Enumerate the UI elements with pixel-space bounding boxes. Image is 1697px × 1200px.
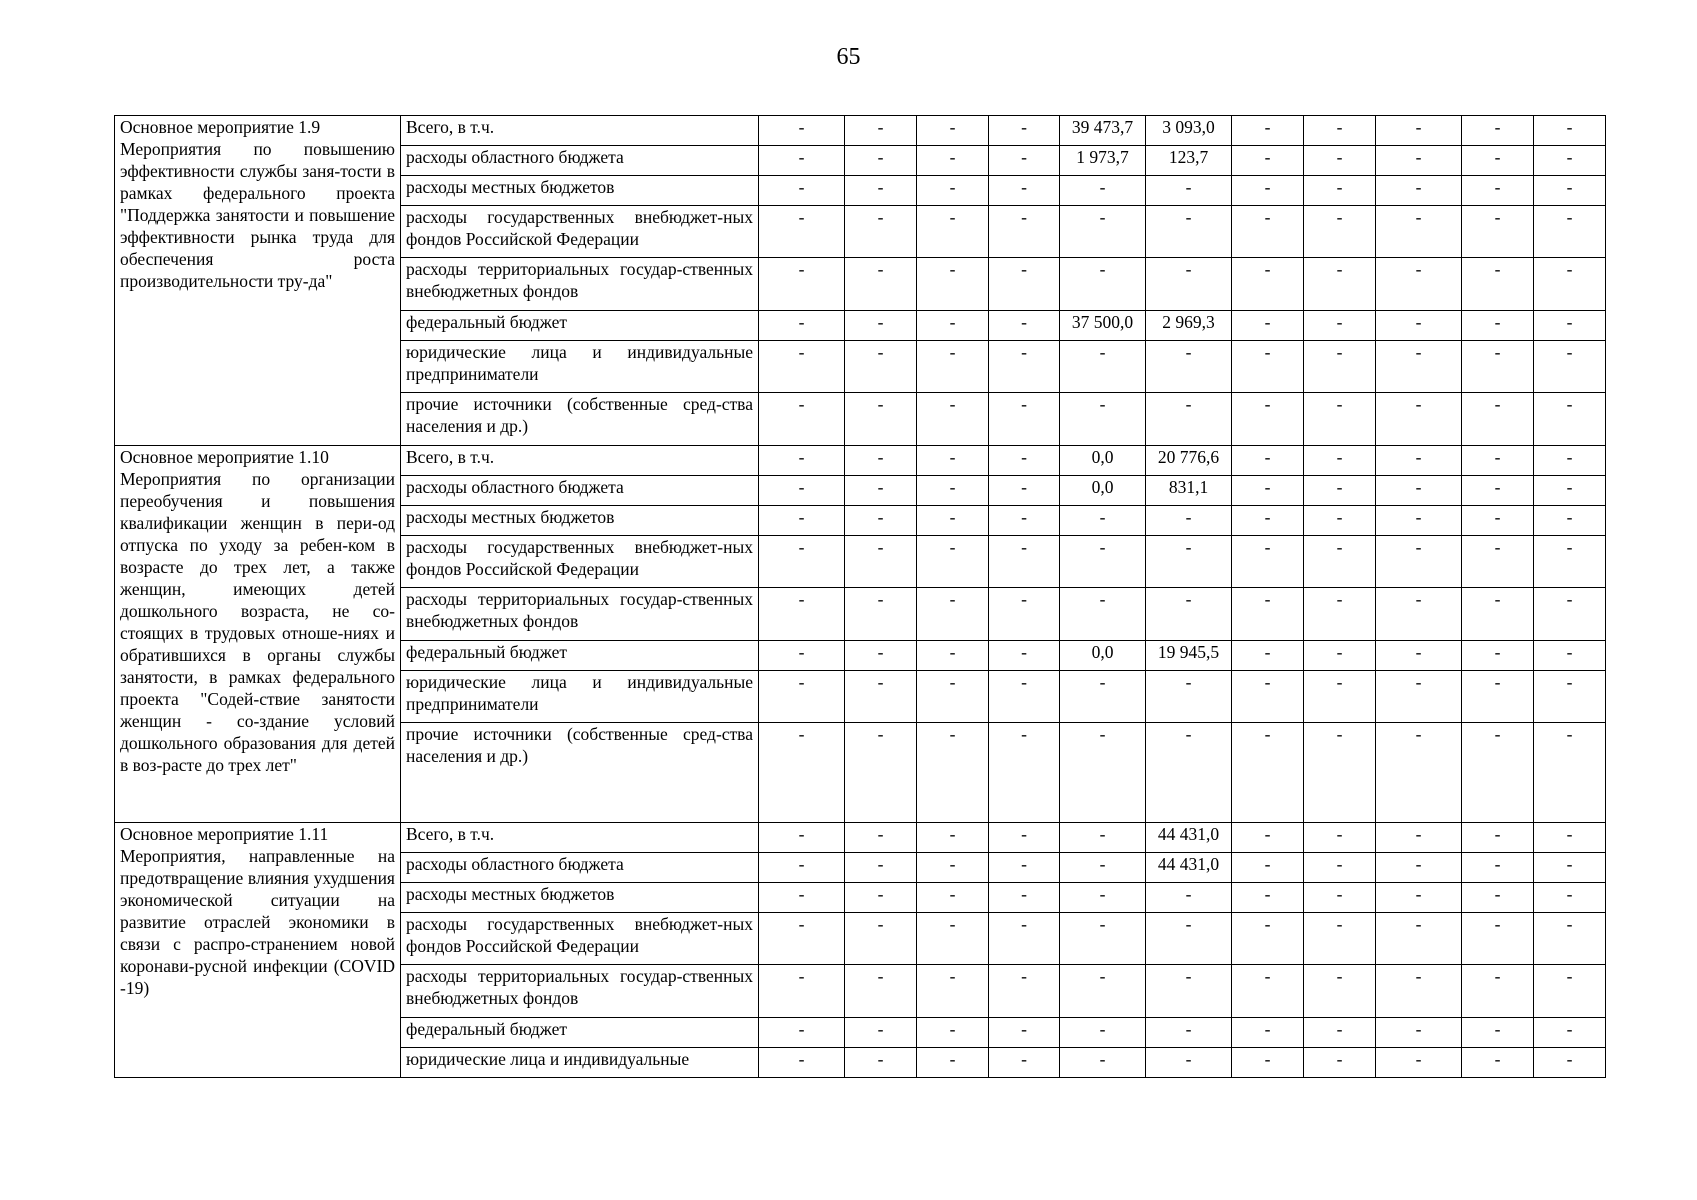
- value-cell: -: [1146, 723, 1232, 823]
- value-cell: -: [759, 506, 845, 536]
- value-cell: -: [1534, 536, 1606, 588]
- value-cell: -: [1462, 393, 1534, 446]
- value-cell: -: [845, 258, 917, 311]
- value-cell: -: [1304, 311, 1376, 341]
- value-cell: -: [917, 823, 989, 853]
- value-cell: -: [759, 823, 845, 853]
- value-cell: -: [1304, 258, 1376, 311]
- value-cell: -: [1146, 536, 1232, 588]
- value-cell: -: [1462, 1048, 1534, 1078]
- value-cell: -: [1232, 1048, 1304, 1078]
- value-cell: 0,0: [1060, 476, 1146, 506]
- value-cell: -: [1534, 146, 1606, 176]
- value-cell: 44 431,0: [1146, 823, 1232, 853]
- value-cell: -: [1304, 588, 1376, 641]
- funding-source: федеральный бюджет: [401, 1018, 759, 1048]
- value-cell: -: [845, 1048, 917, 1078]
- value-cell: -: [1146, 965, 1232, 1018]
- funding-source: расходы территориальных государ-ственных внебюджетных фондов: [401, 965, 759, 1018]
- value-cell: -: [917, 258, 989, 311]
- value-cell: -: [1376, 853, 1462, 883]
- value-cell: -: [1376, 446, 1462, 476]
- value-cell: -: [845, 671, 917, 723]
- value-cell: -: [917, 883, 989, 913]
- value-cell: -: [1146, 393, 1232, 446]
- value-cell: 0,0: [1060, 641, 1146, 671]
- value-cell: -: [1534, 476, 1606, 506]
- value-cell: -: [989, 116, 1060, 146]
- value-cell: -: [759, 965, 845, 1018]
- value-cell: -: [1060, 883, 1146, 913]
- event-description: Мероприятия по повышению эффективности службы заня-тости в рамках федерального проекта "Поддержка занятости и повышение эффективности рынка труда для обеспечения роста производительности тру-да": [120, 139, 395, 291]
- value-cell: -: [1462, 723, 1534, 823]
- value-cell: -: [1376, 506, 1462, 536]
- value-cell: -: [1462, 671, 1534, 723]
- value-cell: -: [989, 913, 1060, 965]
- value-cell: -: [1232, 206, 1304, 258]
- value-cell: -: [1376, 311, 1462, 341]
- value-cell: -: [759, 341, 845, 393]
- value-cell: -: [1060, 536, 1146, 588]
- value-cell: -: [1146, 671, 1232, 723]
- value-cell: -: [759, 853, 845, 883]
- value-cell: -: [1232, 393, 1304, 446]
- value-cell: 831,1: [1146, 476, 1232, 506]
- value-cell: -: [1534, 588, 1606, 641]
- value-cell: -: [759, 393, 845, 446]
- value-cell: -: [917, 1048, 989, 1078]
- value-cell: -: [1304, 393, 1376, 446]
- value-cell: -: [917, 176, 989, 206]
- value-cell: -: [1304, 883, 1376, 913]
- value-cell: -: [1534, 823, 1606, 853]
- funding-source: юридические лица и индивидуальные предприниматели: [401, 671, 759, 723]
- value-cell: -: [1232, 116, 1304, 146]
- event-cell: [115, 446, 401, 823]
- value-cell: -: [1232, 588, 1304, 641]
- funding-source: расходы территориальных государ-ственных внебюджетных фондов: [401, 258, 759, 311]
- value-cell: 39 473,7: [1060, 116, 1146, 146]
- value-cell: -: [759, 446, 845, 476]
- value-cell: -: [1232, 341, 1304, 393]
- value-cell: -: [917, 393, 989, 446]
- value-cell: 19 945,5: [1146, 641, 1232, 671]
- value-cell: 44 431,0: [1146, 853, 1232, 883]
- value-cell: -: [1060, 913, 1146, 965]
- value-cell: -: [1376, 913, 1462, 965]
- value-cell: -: [1376, 536, 1462, 588]
- value-cell: -: [845, 176, 917, 206]
- value-cell: -: [845, 1018, 917, 1048]
- value-cell: -: [1462, 823, 1534, 853]
- value-cell: -: [759, 1018, 845, 1048]
- value-cell: -: [1462, 506, 1534, 536]
- value-cell: -: [1060, 176, 1146, 206]
- value-cell: -: [1060, 393, 1146, 446]
- value-cell: -: [1376, 146, 1462, 176]
- funding-source: расходы местных бюджетов: [401, 883, 759, 913]
- value-cell: -: [1232, 536, 1304, 588]
- value-cell: -: [1232, 146, 1304, 176]
- value-cell: -: [989, 311, 1060, 341]
- value-cell: -: [1304, 723, 1376, 823]
- event-description: Мероприятия по организации переобучения и повышения квалификации женщин в пери-од отпуска по уходу за ребен-ком в возрасте до трех лет, а также женщин, имеющих детей дошкольного возраста, не со-стоящих в трудовых отноше-ниях и обратившихся в органы службы занятости, в рамках федерального проекта "Содей-ствие занятости женщин - со-здание условий дошкольного образования для детей в воз-расте до трех лет": [120, 469, 395, 775]
- funding-source: юридические лица и индивидуальные предприниматели: [401, 341, 759, 393]
- value-cell: -: [1462, 341, 1534, 393]
- value-cell: -: [1060, 1048, 1146, 1078]
- value-cell: -: [989, 965, 1060, 1018]
- value-cell: -: [1376, 393, 1462, 446]
- value-cell: -: [1462, 176, 1534, 206]
- value-cell: -: [1376, 258, 1462, 311]
- value-cell: -: [1462, 116, 1534, 146]
- value-cell: -: [1146, 1048, 1232, 1078]
- value-cell: 3 093,0: [1146, 116, 1232, 146]
- value-cell: -: [1376, 206, 1462, 258]
- value-cell: -: [1060, 258, 1146, 311]
- funding-source: федеральный бюджет: [401, 311, 759, 341]
- value-cell: -: [759, 588, 845, 641]
- value-cell: -: [1146, 176, 1232, 206]
- value-cell: -: [1232, 1018, 1304, 1048]
- event-cell: [115, 823, 401, 1078]
- value-cell: -: [1232, 258, 1304, 311]
- value-cell: -: [1534, 1018, 1606, 1048]
- value-cell: -: [989, 476, 1060, 506]
- value-cell: -: [845, 116, 917, 146]
- value-cell: -: [1534, 206, 1606, 258]
- value-cell: -: [917, 341, 989, 393]
- value-cell: -: [1534, 671, 1606, 723]
- value-cell: -: [917, 965, 989, 1018]
- value-cell: -: [845, 641, 917, 671]
- value-cell: -: [1376, 671, 1462, 723]
- funding-source: федеральный бюджет: [401, 641, 759, 671]
- value-cell: -: [989, 206, 1060, 258]
- value-cell: -: [1304, 176, 1376, 206]
- value-cell: -: [1462, 258, 1534, 311]
- event-cell: [115, 116, 401, 446]
- funding-source: расходы областного бюджета: [401, 146, 759, 176]
- value-cell: -: [917, 671, 989, 723]
- value-cell: -: [1376, 723, 1462, 823]
- value-cell: -: [1376, 823, 1462, 853]
- value-cell: -: [1534, 116, 1606, 146]
- value-cell: -: [845, 536, 917, 588]
- value-cell: -: [1304, 146, 1376, 176]
- value-cell: -: [1376, 883, 1462, 913]
- value-cell: -: [1534, 853, 1606, 883]
- funding-source: расходы местных бюджетов: [401, 176, 759, 206]
- value-cell: -: [1060, 341, 1146, 393]
- value-cell: -: [989, 883, 1060, 913]
- funding-source: Всего, в т.ч.: [401, 116, 759, 146]
- value-cell: 20 776,6: [1146, 446, 1232, 476]
- funding-source: расходы областного бюджета: [401, 476, 759, 506]
- value-cell: -: [1304, 823, 1376, 853]
- value-cell: -: [1232, 641, 1304, 671]
- value-cell: -: [989, 1048, 1060, 1078]
- funding-source: юридические лица и индивидуальные: [401, 1048, 759, 1078]
- value-cell: -: [1462, 883, 1534, 913]
- value-cell: -: [845, 883, 917, 913]
- value-cell: -: [1462, 206, 1534, 258]
- value-cell: -: [759, 1048, 845, 1078]
- value-cell: -: [989, 641, 1060, 671]
- value-cell: -: [1060, 1018, 1146, 1048]
- value-cell: -: [845, 206, 917, 258]
- value-cell: -: [1060, 588, 1146, 641]
- value-cell: -: [759, 913, 845, 965]
- value-cell: -: [1146, 1018, 1232, 1048]
- value-cell: -: [1304, 641, 1376, 671]
- value-cell: -: [1304, 913, 1376, 965]
- value-cell: -: [845, 446, 917, 476]
- value-cell: -: [1146, 913, 1232, 965]
- value-cell: -: [1146, 506, 1232, 536]
- funding-source: расходы государственных внебюджет-ных фондов Российской Федерации: [401, 913, 759, 965]
- value-cell: -: [989, 823, 1060, 853]
- value-cell: -: [759, 883, 845, 913]
- value-cell: -: [845, 146, 917, 176]
- funding-source: расходы местных бюджетов: [401, 506, 759, 536]
- value-cell: -: [1232, 965, 1304, 1018]
- funding-source: расходы государственных внебюджет-ных фондов Российской Федерации: [401, 536, 759, 588]
- value-cell: -: [917, 206, 989, 258]
- funding-source: расходы территориальных государ-ственных внебюджетных фондов: [401, 588, 759, 641]
- value-cell: -: [845, 965, 917, 1018]
- value-cell: -: [759, 206, 845, 258]
- value-cell: -: [917, 476, 989, 506]
- value-cell: -: [917, 446, 989, 476]
- value-cell: -: [917, 641, 989, 671]
- value-cell: -: [989, 671, 1060, 723]
- value-cell: -: [1534, 965, 1606, 1018]
- value-cell: -: [759, 146, 845, 176]
- value-cell: -: [1534, 258, 1606, 311]
- value-cell: -: [1534, 311, 1606, 341]
- table-row: [115, 116, 1606, 146]
- value-cell: -: [1232, 311, 1304, 341]
- value-cell: -: [759, 671, 845, 723]
- value-cell: -: [1462, 311, 1534, 341]
- value-cell: -: [917, 853, 989, 883]
- value-cell: -: [1060, 206, 1146, 258]
- value-cell: 1 973,7: [1060, 146, 1146, 176]
- value-cell: -: [1060, 723, 1146, 823]
- value-cell: -: [1462, 146, 1534, 176]
- value-cell: -: [1462, 588, 1534, 641]
- page-number: 65: [836, 44, 861, 70]
- value-cell: -: [1232, 506, 1304, 536]
- value-cell: -: [1232, 671, 1304, 723]
- value-cell: -: [759, 311, 845, 341]
- value-cell: -: [1534, 723, 1606, 823]
- value-cell: -: [1060, 853, 1146, 883]
- value-cell: -: [1232, 913, 1304, 965]
- value-cell: -: [845, 311, 917, 341]
- value-cell: -: [989, 723, 1060, 823]
- value-cell: -: [1304, 965, 1376, 1018]
- value-cell: -: [917, 588, 989, 641]
- budget-table: [114, 115, 1606, 1078]
- table-body: [115, 116, 1606, 1078]
- event-title: Основное мероприятие 1.10: [120, 447, 329, 467]
- value-cell: -: [1462, 536, 1534, 588]
- event-title: Основное мероприятие 1.11: [120, 824, 329, 844]
- value-cell: 2 969,3: [1146, 311, 1232, 341]
- value-cell: -: [1534, 446, 1606, 476]
- value-cell: -: [1376, 641, 1462, 671]
- value-cell: -: [1534, 506, 1606, 536]
- value-cell: -: [1232, 176, 1304, 206]
- value-cell: -: [989, 341, 1060, 393]
- value-cell: -: [759, 176, 845, 206]
- funding-source: расходы государственных внебюджет-ных фондов Российской Федерации: [401, 206, 759, 258]
- value-cell: -: [989, 1018, 1060, 1048]
- value-cell: -: [1376, 1018, 1462, 1048]
- value-cell: -: [1304, 671, 1376, 723]
- value-cell: -: [1304, 536, 1376, 588]
- value-cell: -: [1146, 341, 1232, 393]
- value-cell: -: [917, 116, 989, 146]
- value-cell: -: [1462, 446, 1534, 476]
- value-cell: -: [1304, 206, 1376, 258]
- value-cell: -: [1304, 1018, 1376, 1048]
- value-cell: -: [759, 116, 845, 146]
- value-cell: -: [1304, 341, 1376, 393]
- value-cell: -: [917, 506, 989, 536]
- value-cell: -: [1534, 1048, 1606, 1078]
- table-row: [115, 446, 1606, 476]
- value-cell: -: [845, 723, 917, 823]
- value-cell: -: [1304, 476, 1376, 506]
- value-cell: -: [1534, 641, 1606, 671]
- value-cell: -: [759, 536, 845, 588]
- value-cell: -: [989, 536, 1060, 588]
- value-cell: -: [989, 146, 1060, 176]
- value-cell: -: [1376, 176, 1462, 206]
- value-cell: -: [845, 506, 917, 536]
- value-cell: -: [1232, 476, 1304, 506]
- value-cell: -: [845, 588, 917, 641]
- value-cell: -: [917, 1018, 989, 1048]
- value-cell: -: [1304, 116, 1376, 146]
- table-row: [115, 823, 1606, 853]
- value-cell: -: [989, 393, 1060, 446]
- funding-source: Всего, в т.ч.: [401, 446, 759, 476]
- value-cell: -: [1376, 116, 1462, 146]
- value-cell: -: [759, 258, 845, 311]
- funding-source: прочие источники (собственные сред-ства населения и др.): [401, 393, 759, 446]
- value-cell: -: [917, 146, 989, 176]
- value-cell: -: [917, 536, 989, 588]
- value-cell: -: [1060, 823, 1146, 853]
- value-cell: -: [917, 723, 989, 823]
- value-cell: -: [1376, 341, 1462, 393]
- value-cell: -: [989, 853, 1060, 883]
- value-cell: -: [1376, 965, 1462, 1018]
- value-cell: -: [1232, 446, 1304, 476]
- value-cell: -: [989, 446, 1060, 476]
- value-cell: -: [1304, 853, 1376, 883]
- value-cell: -: [759, 641, 845, 671]
- value-cell: 123,7: [1146, 146, 1232, 176]
- value-cell: -: [1376, 476, 1462, 506]
- event-title: Основное мероприятие 1.9: [120, 117, 321, 137]
- value-cell: -: [1146, 883, 1232, 913]
- value-cell: -: [1462, 476, 1534, 506]
- value-cell: -: [845, 853, 917, 883]
- value-cell: -: [989, 176, 1060, 206]
- value-cell: -: [1376, 588, 1462, 641]
- funding-source: Всего, в т.ч.: [401, 823, 759, 853]
- value-cell: -: [845, 341, 917, 393]
- value-cell: -: [759, 723, 845, 823]
- value-cell: -: [1534, 913, 1606, 965]
- value-cell: -: [1060, 671, 1146, 723]
- value-cell: -: [1232, 823, 1304, 853]
- value-cell: -: [845, 823, 917, 853]
- funding-source: расходы областного бюджета: [401, 853, 759, 883]
- value-cell: -: [1304, 446, 1376, 476]
- funding-source: прочие источники (собственные сред-ства населения и др.): [401, 723, 759, 823]
- value-cell: -: [1232, 853, 1304, 883]
- value-cell: -: [1534, 883, 1606, 913]
- value-cell: -: [1060, 506, 1146, 536]
- value-cell: -: [1534, 393, 1606, 446]
- value-cell: -: [1462, 913, 1534, 965]
- value-cell: -: [845, 913, 917, 965]
- value-cell: -: [989, 588, 1060, 641]
- value-cell: -: [989, 258, 1060, 311]
- event-description: Мероприятия, направленные на предотвращение влияния ухудшения экономической ситуации на развитие отраслей экономики в связи с распро-странением новой коронави-русной инфекции (COVID -19): [120, 846, 395, 998]
- value-cell: -: [1462, 853, 1534, 883]
- value-cell: -: [1534, 176, 1606, 206]
- value-cell: -: [1146, 206, 1232, 258]
- value-cell: -: [1232, 883, 1304, 913]
- value-cell: -: [1534, 341, 1606, 393]
- value-cell: -: [1462, 641, 1534, 671]
- value-cell: -: [1060, 965, 1146, 1018]
- value-cell: -: [1232, 723, 1304, 823]
- value-cell: -: [1146, 258, 1232, 311]
- value-cell: -: [759, 476, 845, 506]
- value-cell: -: [845, 476, 917, 506]
- value-cell: -: [1304, 1048, 1376, 1078]
- value-cell: 0,0: [1060, 446, 1146, 476]
- value-cell: -: [845, 393, 917, 446]
- value-cell: -: [917, 311, 989, 341]
- value-cell: -: [1462, 1018, 1534, 1048]
- value-cell: -: [1376, 1048, 1462, 1078]
- value-cell: 37 500,0: [1060, 311, 1146, 341]
- value-cell: -: [1462, 965, 1534, 1018]
- value-cell: -: [917, 913, 989, 965]
- value-cell: -: [1146, 588, 1232, 641]
- value-cell: -: [989, 506, 1060, 536]
- value-cell: -: [1304, 506, 1376, 536]
